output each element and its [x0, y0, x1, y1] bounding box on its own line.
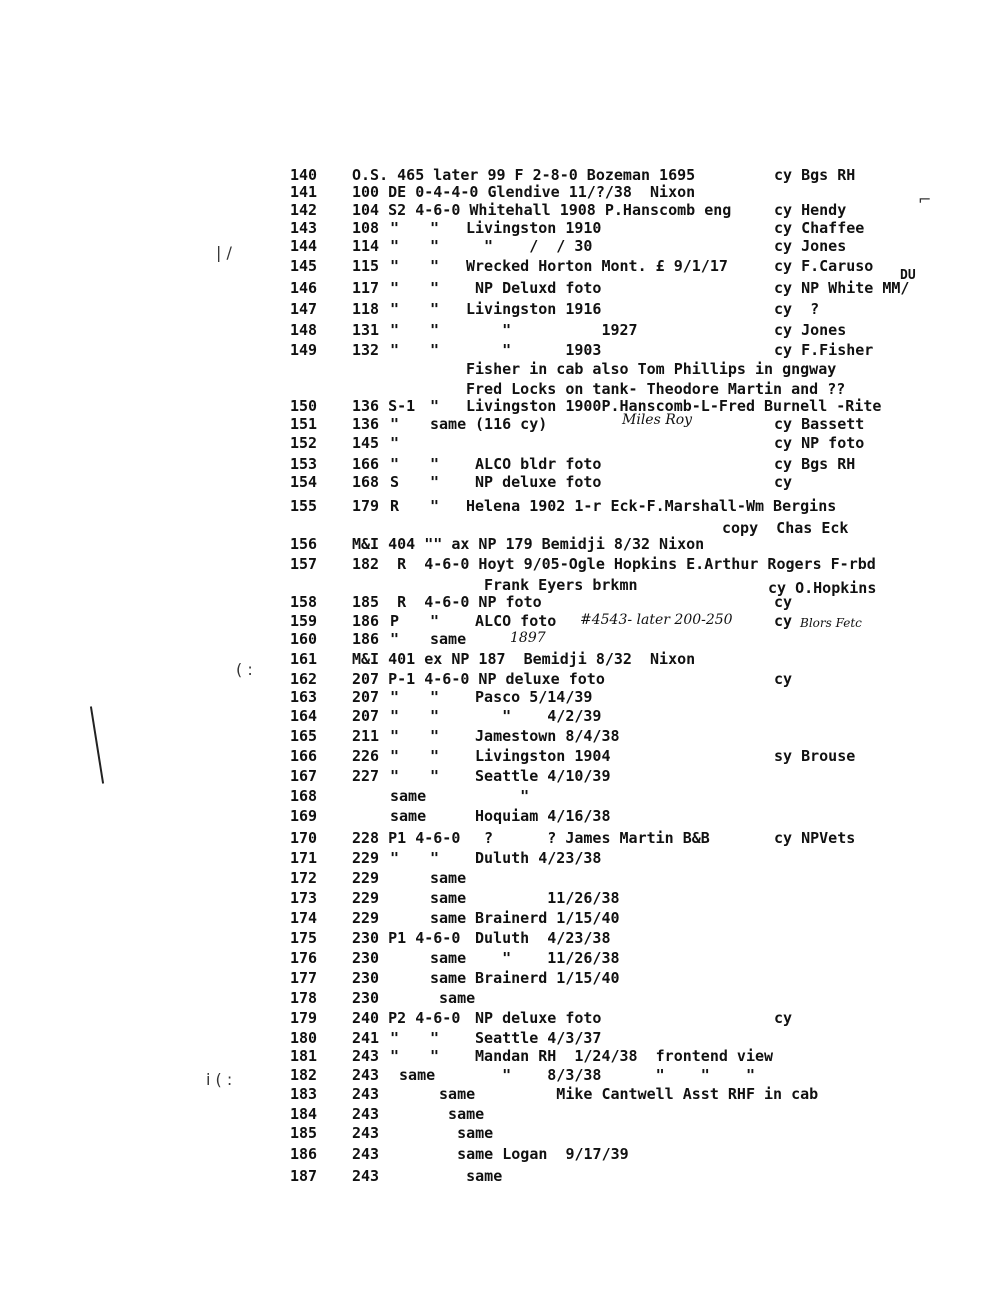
row-number: 158 — [290, 593, 318, 611]
locomotive-field: 108 — [352, 219, 380, 237]
note-field: Duluth 4/23/38 — [466, 849, 602, 867]
record-row — [0, 473, 1000, 493]
locomotive-field: 168 — [352, 473, 380, 491]
locomotive-field: 240 P2 4-6-0 — [352, 1009, 461, 1027]
note-field: NP deluxe foto — [466, 473, 602, 491]
row-number: 175 — [290, 929, 318, 947]
record-row — [0, 1066, 1000, 1086]
handwritten-151: Miles Roy — [622, 412, 693, 428]
locomotive-field: 230 — [352, 969, 380, 987]
record-row — [0, 1145, 1000, 1165]
record-row — [0, 849, 1000, 869]
record-row — [0, 219, 1000, 239]
type-field: " — [430, 300, 440, 318]
note-155-line-2: copy Chas Eck — [722, 519, 849, 537]
type-field: same — [430, 949, 467, 967]
row-number: 178 — [290, 989, 318, 1007]
row-number: 163 — [290, 688, 318, 706]
type-field: " — [430, 219, 440, 237]
locomotive-field: 227 — [352, 767, 380, 785]
type-field: " — [430, 497, 440, 515]
record-row — [0, 787, 1000, 807]
record-row — [0, 727, 1000, 747]
note-field: Jamestown 8/4/38 — [466, 727, 620, 745]
record-row — [0, 535, 1000, 555]
row-number: 161 — [290, 650, 318, 668]
class-field: same — [390, 807, 427, 825]
row-number: 140 — [290, 166, 318, 184]
type-field: " — [430, 727, 440, 745]
type-field: " — [430, 707, 440, 725]
credit-field: cy — [774, 612, 793, 630]
row-number: 141 — [290, 183, 318, 201]
row-number: 156 — [290, 535, 318, 553]
row-number: 155 — [290, 497, 318, 515]
locomotive-field: 230 — [352, 949, 380, 967]
locomotive-field: 211 — [352, 727, 380, 745]
row-number: 157 — [290, 555, 318, 573]
locomotive-field: 228 P1 4-6-0 — [352, 829, 461, 847]
record-row — [0, 650, 1000, 670]
note-149-line-2: Fisher in cab also Tom Phillips in gngway — [466, 360, 837, 378]
type-field: " — [430, 455, 440, 473]
note-145-du: DU — [900, 268, 916, 283]
locomotive-field: 207 — [352, 707, 380, 725]
handwritten-159-a: #4543- later 200-250 — [580, 612, 733, 628]
credit-field: cy Jones — [774, 237, 847, 255]
record-row — [0, 747, 1000, 767]
class-field: " — [390, 300, 400, 318]
type-field: " — [430, 397, 440, 415]
class-field: " — [390, 849, 400, 867]
row-number: 170 — [290, 829, 318, 847]
locomotive-field: 226 — [352, 747, 380, 765]
row-number: 151 — [290, 415, 318, 433]
type-field: " — [430, 747, 440, 765]
record-row — [0, 688, 1000, 708]
note-field: (116 cy) — [466, 415, 548, 433]
note-field: " 1927 — [466, 321, 638, 339]
class-field: " — [390, 630, 400, 648]
row-number: 164 — [290, 707, 318, 725]
row-number: 172 — [290, 869, 318, 887]
locomotive-field: 115 — [352, 257, 380, 275]
row-number: 165 — [290, 727, 318, 745]
record-row — [0, 767, 1000, 787]
record-row — [0, 455, 1000, 475]
record-row — [0, 1085, 1000, 1105]
scan-mark: i ( : — [206, 1070, 233, 1089]
locomotive-field: 114 — [352, 237, 380, 255]
record-row — [0, 969, 1000, 989]
type-field: same — [430, 1167, 503, 1185]
locomotive-field: 243 — [352, 1145, 380, 1163]
class-field: " — [390, 707, 400, 725]
locomotive-field: 243 — [352, 1085, 380, 1103]
row-number: 176 — [290, 949, 318, 967]
row-number: 173 — [290, 889, 318, 907]
credit-field: cy Bgs RH — [774, 455, 856, 473]
row-number: 162 — [290, 670, 318, 688]
record-row — [0, 237, 1000, 257]
record-row — [0, 929, 1000, 949]
class-field: " — [390, 747, 400, 765]
locomotive-field: 230 — [352, 989, 380, 1007]
credit-field: cy F.Fisher — [774, 341, 874, 359]
note-field: ? ? James Martin B&B — [466, 829, 710, 847]
record-row — [0, 497, 1000, 517]
record-row — [0, 1167, 1000, 1187]
credit-field: cy NP foto — [774, 434, 865, 452]
class-field: " — [390, 415, 400, 433]
type-field: same Logan 9/17/39 — [430, 1145, 629, 1163]
row-number: 144 — [290, 237, 318, 255]
credit-field: cy Jones — [774, 321, 847, 339]
type-field: same — [430, 909, 467, 927]
record-row — [0, 670, 1000, 690]
scan-mark: | / — [216, 243, 232, 262]
handwritten-160: 1897 — [510, 630, 546, 646]
class-field: same — [390, 1066, 436, 1084]
class-field: S — [390, 473, 400, 491]
note-149-line-3: Fred Locks on tank- Theodore Martin and ?? — [466, 380, 846, 398]
record-row — [0, 1009, 1000, 1029]
row-number: 153 — [290, 455, 318, 473]
row-number: 147 — [290, 300, 318, 318]
locomotive-field: 229 — [352, 889, 380, 907]
type-field: " — [430, 612, 440, 630]
note-field: " 4/2/39 — [466, 707, 602, 725]
note-field: " 1903 — [466, 341, 602, 359]
type-field: " — [430, 1047, 440, 1065]
record-row — [0, 279, 1000, 299]
class-field: " — [390, 321, 400, 339]
note-field: Livingston 1910 — [466, 219, 602, 237]
scan-mark: ( : — [236, 660, 253, 679]
locomotive-field: 117 — [352, 279, 380, 297]
note-field: Wrecked Horton Mont. £ 9/1/17 — [466, 257, 728, 275]
row-number: 148 — [290, 321, 318, 339]
locomotive-field: 207 — [352, 688, 380, 706]
class-field: same — [390, 787, 427, 805]
record-row — [0, 707, 1000, 727]
locomotive-field: 241 — [352, 1029, 380, 1047]
note-field: Livingston 1916 — [466, 300, 602, 318]
locomotive-field: 145 — [352, 434, 380, 452]
record-row — [0, 989, 1000, 1009]
note-field: Brainerd 1/15/40 — [466, 909, 620, 927]
locomotive-field: O.S. 465 later 99 F 2-8-0 Bozeman 1695 — [352, 166, 696, 184]
note-field: 11/26/38 — [466, 889, 620, 907]
record-row — [0, 630, 1000, 650]
note-field: ALCO bldr foto — [466, 455, 602, 473]
record-row — [0, 257, 1000, 277]
row-number: 171 — [290, 849, 318, 867]
type-field: same — [430, 630, 467, 648]
locomotive-field: 243 — [352, 1047, 380, 1065]
row-number: 182 — [290, 1066, 318, 1084]
locomotive-field: 229 — [352, 849, 380, 867]
record-row — [0, 949, 1000, 969]
row-number: 184 — [290, 1105, 318, 1123]
type-field: " — [430, 473, 440, 491]
locomotive-field: 243 — [352, 1167, 380, 1185]
row-number: 183 — [290, 1085, 318, 1103]
row-number: 169 — [290, 807, 318, 825]
locomotive-field: 185 R 4-6-0 NP foto — [352, 593, 542, 611]
scan-mark: ⌐ — [918, 190, 932, 209]
type-field: " — [430, 688, 440, 706]
type-field: " — [430, 341, 440, 359]
type-field: same — [430, 969, 467, 987]
record-row — [0, 201, 1000, 221]
row-number: 186 — [290, 1145, 318, 1163]
credit-field: cy NP White MM/ — [774, 279, 910, 297]
locomotive-field: 229 — [352, 909, 380, 927]
locomotive-field: 131 — [352, 321, 380, 339]
type-field: " — [430, 321, 440, 339]
record-row — [0, 1124, 1000, 1144]
credit-field: cy — [774, 593, 793, 611]
record-row — [0, 555, 1000, 575]
class-field: P — [390, 612, 400, 630]
credit-field: cy — [774, 473, 793, 491]
record-row — [0, 1047, 1000, 1067]
row-number: 159 — [290, 612, 318, 630]
row-number: 154 — [290, 473, 318, 491]
note-field: Mike Cantwell Asst RHF in cab — [466, 1085, 819, 1103]
class-field: R — [390, 497, 400, 515]
locomotive-field: 166 — [352, 455, 380, 473]
class-field: " — [390, 767, 400, 785]
class-field: " — [390, 341, 400, 359]
row-number: 179 — [290, 1009, 318, 1027]
type-field: same — [430, 1085, 476, 1103]
row-number: 143 — [290, 219, 318, 237]
note-157-credit: cy O.Hopkins — [768, 579, 877, 597]
credit-field: cy — [774, 1009, 793, 1027]
credit-field: cy Bassett — [774, 415, 865, 433]
locomotive-field: 136 — [352, 415, 380, 433]
type-field: same — [430, 889, 467, 907]
locomotive-field: M&I 401 ex NP 187 Bemidji 8/32 Nixon — [352, 650, 696, 668]
class-field: " — [390, 219, 400, 237]
note-field: Brainerd 1/15/40 — [466, 969, 620, 987]
class-field: " — [390, 279, 400, 297]
row-number: 174 — [290, 909, 318, 927]
note-field: " / / 30 — [466, 237, 593, 255]
record-row — [0, 1105, 1000, 1125]
locomotive-field: 179 — [352, 497, 380, 515]
record-row — [0, 397, 1000, 417]
locomotive-field: 243 — [352, 1105, 380, 1123]
row-number: 145 — [290, 257, 318, 275]
note-field: Duluth 4/23/38 — [466, 929, 611, 947]
locomotive-field: M&I 404 "" ax NP 179 Bemidji 8/32 Nixon — [352, 535, 705, 553]
row-number: 160 — [290, 630, 318, 648]
note-157-line-2: Frank Eyers brkmn — [484, 576, 638, 594]
locomotive-field: 136 S-1 — [352, 397, 416, 415]
record-row — [0, 909, 1000, 929]
row-number: 146 — [290, 279, 318, 297]
row-number: 166 — [290, 747, 318, 765]
handwritten-159-b: Blors Fetc — [800, 616, 862, 630]
class-field: " — [390, 257, 400, 275]
locomotive-field: 104 S2 4-6-0 Whitehall 1908 P.Hanscomb eng — [352, 201, 732, 219]
row-number: 167 — [290, 767, 318, 785]
note-field: Seattle 4/3/37 — [466, 1029, 602, 1047]
row-number: 180 — [290, 1029, 318, 1047]
class-field: " — [390, 1047, 400, 1065]
type-field: same — [430, 869, 467, 887]
row-number: 177 — [290, 969, 318, 987]
record-row — [0, 889, 1000, 909]
note-field: Hoquiam 4/16/38 — [466, 807, 611, 825]
locomotive-field: 186 — [352, 612, 380, 630]
locomotive-field: 207 P-1 4-6-0 NP deluxe foto — [352, 670, 605, 688]
type-field: " — [430, 767, 440, 785]
class-field: " — [390, 455, 400, 473]
credit-field: cy ? — [774, 300, 820, 318]
locomotive-field: 182 R 4-6-0 Hoyt 9/05-Ogle Hopkins E.Arthur Rogers F-rbd — [352, 555, 876, 573]
credit-field: cy — [774, 670, 793, 688]
row-number: 181 — [290, 1047, 318, 1065]
row-number: 187 — [290, 1167, 318, 1185]
note-field: Livingston 1900P.Hanscomb-L-Fred Burnell -Rite — [466, 397, 882, 415]
note-field: Livingston 1904 — [466, 747, 611, 765]
row-number: 168 — [290, 787, 318, 805]
type-field: " — [430, 1029, 440, 1047]
record-row — [0, 829, 1000, 849]
note-field: NP Deluxd foto — [466, 279, 602, 297]
credit-field: cy F.Caruso — [774, 257, 874, 275]
row-number: 150 — [290, 397, 318, 415]
locomotive-field: 100 DE 0-4-4-0 Glendive 11/?/38 Nixon — [352, 183, 696, 201]
record-row — [0, 300, 1000, 320]
note-field: ALCO foto — [466, 612, 557, 630]
credit-field: cy NPVets — [774, 829, 856, 847]
locomotive-field: 230 P1 4-6-0 — [352, 929, 461, 947]
note-field: " 8/3/38 " " " — [466, 1066, 755, 1084]
type-field: " — [430, 257, 440, 275]
record-row — [0, 869, 1000, 889]
credit-field: cy Bgs RH — [774, 166, 856, 184]
locomotive-field: 186 — [352, 630, 380, 648]
credit-field: cy Hendy — [774, 201, 847, 219]
locomotive-field: 243 — [352, 1066, 380, 1084]
type-field: " — [430, 237, 440, 255]
credit-field: cy Chaffee — [774, 219, 865, 237]
record-row — [0, 807, 1000, 827]
record-row — [0, 1029, 1000, 1049]
type-field: same — [430, 989, 476, 1007]
locomotive-field: 243 — [352, 1124, 380, 1142]
note-field: NP deluxe foto — [466, 1009, 602, 1027]
type-field: same — [430, 1105, 485, 1123]
record-row — [0, 341, 1000, 361]
note-field: Seattle 4/10/39 — [466, 767, 611, 785]
type-field: same — [430, 415, 467, 433]
record-row — [0, 183, 1000, 203]
class-field: " — [390, 1029, 400, 1047]
note-field: " 11/26/38 — [466, 949, 620, 967]
row-number: 152 — [290, 434, 318, 452]
locomotive-field: 229 — [352, 869, 380, 887]
locomotive-field: 132 — [352, 341, 380, 359]
row-number: 185 — [290, 1124, 318, 1142]
credit-field: sy Brouse — [774, 747, 856, 765]
class-field: " — [390, 688, 400, 706]
record-row — [0, 415, 1000, 435]
type-field: " — [430, 279, 440, 297]
type-field: same — [430, 1124, 494, 1142]
note-field: " — [466, 787, 530, 805]
row-number: 142 — [290, 201, 318, 219]
type-field: " — [430, 849, 440, 867]
note-field: Helena 1902 1-r Eck-F.Marshall-Wm Bergins — [466, 497, 837, 515]
note-field: Pasco 5/14/39 — [466, 688, 593, 706]
note-field: Mandan RH 1/24/38 frontend view — [466, 1047, 774, 1065]
class-field: " — [390, 727, 400, 745]
row-number: 149 — [290, 341, 318, 359]
locomotive-field: 118 — [352, 300, 380, 318]
record-row — [0, 321, 1000, 341]
class-field: " — [390, 237, 400, 255]
record-row — [0, 434, 1000, 454]
class-field: " — [390, 434, 400, 452]
